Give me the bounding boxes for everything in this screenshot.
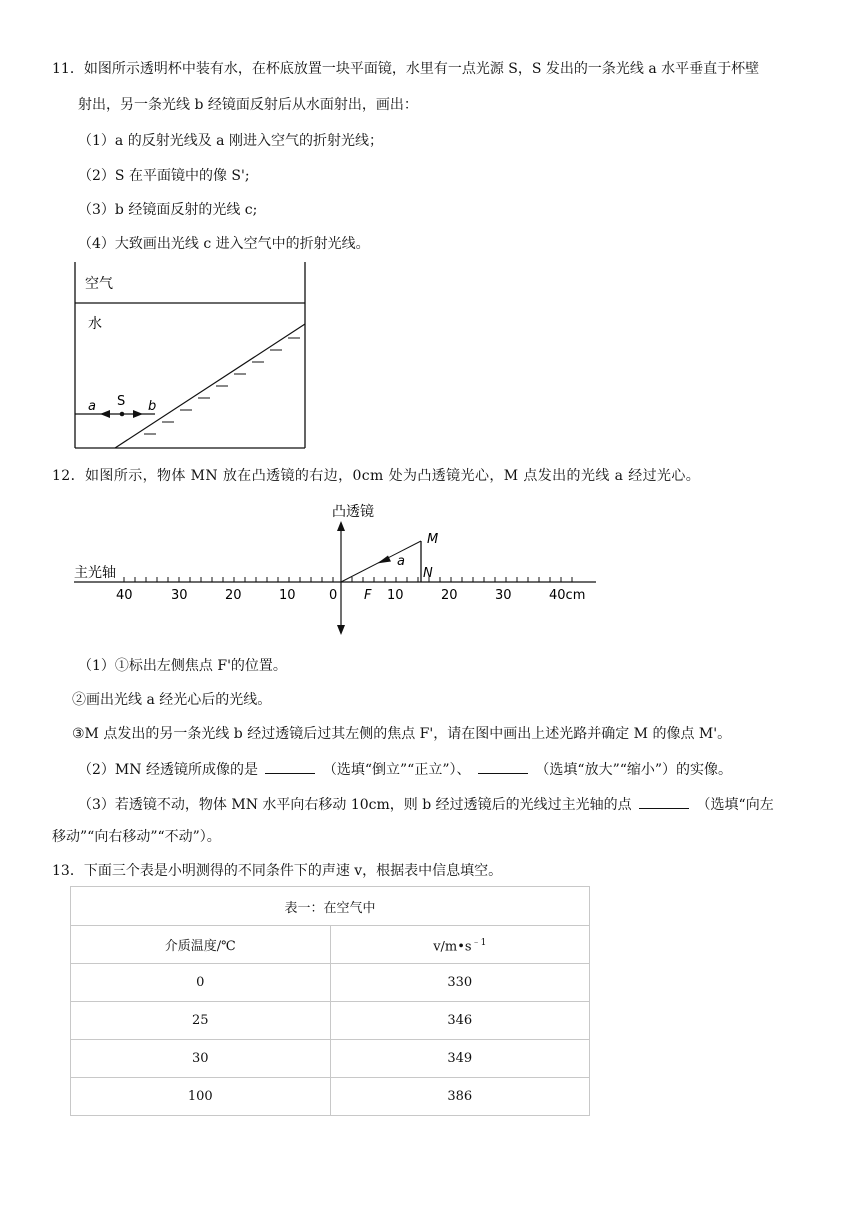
table-row <box>71 1078 590 1116</box>
q13-table-caption: 表一：在空气中 <box>71 887 590 926</box>
q12-sub2-blank-1[interactable] <box>265 759 315 774</box>
q13-cell-temp: 30 <box>71 1040 331 1078</box>
q12-focus-label: F <box>364 588 372 603</box>
q13-stem: 13．下面三个表是小明测得的不同条件下的声速 v，根据表中信息填空。 <box>52 863 503 879</box>
q12-lens-label: 凸透镜 <box>332 504 374 520</box>
q12-sub2-mid: （选填“倒立”“正立”）、 <box>322 762 471 778</box>
q12-sub1-c: ③M 点发出的另一条光线 b 经过透镜后过其左侧的焦点 F'，请在图中画出上述光路并确定 M 的像点 M'。 <box>72 726 732 742</box>
q11-cup-figure <box>60 258 320 454</box>
q12-sub3-blank[interactable] <box>639 794 689 809</box>
q12-point-n: N <box>423 566 433 581</box>
q11-mirror-hatching <box>144 338 300 434</box>
q12-sub1-a: （1）①标出左侧焦点 F'的位置。 <box>78 658 287 674</box>
q13-col-speed-unit: v/m•s <box>433 939 472 955</box>
q13-cell-speed: 330 <box>330 964 590 1002</box>
table-row <box>71 1040 590 1078</box>
q11-item-3: （3）b 经镜面反射的光线 c; <box>78 202 258 218</box>
q12-tick-right-10: 10 <box>387 588 404 603</box>
q13-cell-speed: 346 <box>330 1002 590 1040</box>
q11-light-source <box>120 412 125 417</box>
q13-col-speed-exponent: ﹣1 <box>471 937 487 948</box>
table-row <box>71 964 590 1002</box>
q11-item-4: （4）大致画出光线 c 进入空气中的折射光线。 <box>78 236 370 252</box>
table-row <box>71 1002 590 1040</box>
q11-ray-a-label: a <box>88 399 96 414</box>
q13-cell-speed: 349 <box>330 1040 590 1078</box>
q11-water-label: 水 <box>88 316 102 332</box>
q12-tick-right-20: 20 <box>441 588 458 603</box>
q11-item-2: （2）S 在平面镜中的像 S'; <box>78 168 250 184</box>
q13-cell-speed: 386 <box>330 1078 590 1116</box>
q12-axis-label: 主光轴 <box>74 565 116 581</box>
q12-tick-right-40cm: 40cm <box>549 588 586 603</box>
q12-tick-right-30: 30 <box>495 588 512 603</box>
q12-stem: 12．如图所示，物体 MN 放在凸透镜的右边，0cm 处为凸透镜光心，M 点发出的光线 a 经过光心。 <box>52 468 701 484</box>
q13-cell-temp: 100 <box>71 1078 331 1116</box>
q12-ray-a-label: a <box>397 554 405 569</box>
q12-point-m: M <box>427 532 439 547</box>
q11-plane-mirror <box>115 324 305 448</box>
q12-sub3-pre: （3）若透镜不动，物体 MN 水平向右移动 10cm，则 b 经过透镜后的光线过主光轴的点 <box>78 797 632 813</box>
q13-cell-temp: 0 <box>71 964 331 1002</box>
q13-col-speed <box>330 926 590 964</box>
q11-air-label: 空气 <box>85 276 113 292</box>
q13-table-air <box>70 886 590 1116</box>
q12-sub2-post: （选填“放大”“缩小”）的实像。 <box>535 762 733 778</box>
q12-sub1-b: ②画出光线 a 经光心后的光线。 <box>72 692 272 708</box>
q12-sub3-line2: 移动”“向右移动”“不动”）。 <box>52 829 221 845</box>
q12-tick-zero: 0 <box>329 588 338 603</box>
q12-sub3 <box>78 794 774 815</box>
q12-axis-ticks <box>124 577 572 582</box>
q12-sub3-post: （选填“向左 <box>696 797 774 813</box>
q13-cell-temp: 25 <box>71 1002 331 1040</box>
q11-item-1: （1）a 的反射光线及 a 刚进入空气的折射光线； <box>78 133 383 149</box>
q11-stem-line1: 11．如图所示透明杯中装有水，在杯底放置一块平面镜，水里有一点光源 S，S 发出的一条光线 a 水平垂直于杯壁 <box>52 61 760 77</box>
q11-ray-b-label: b <box>148 399 157 414</box>
q12-tick-left-20: 20 <box>225 588 242 603</box>
q12-tick-left-30: 30 <box>171 588 188 603</box>
q12-tick-left-40: 40 <box>116 588 133 603</box>
q11-stem-line2: 射出，另一条光线 b 经镜面反射后从水面射出，画出： <box>78 97 418 113</box>
q11-source-label: S <box>117 394 126 409</box>
q13-col-temperature: 介质温度/℃ <box>71 926 331 964</box>
q12-lens-figure <box>70 497 610 642</box>
q12-tick-left-10: 10 <box>279 588 296 603</box>
q12-sub2-blank-2[interactable] <box>478 759 528 774</box>
q12-sub2 <box>78 759 732 780</box>
q12-sub2-pre: （2）MN 经透镜所成像的是 <box>78 762 258 778</box>
